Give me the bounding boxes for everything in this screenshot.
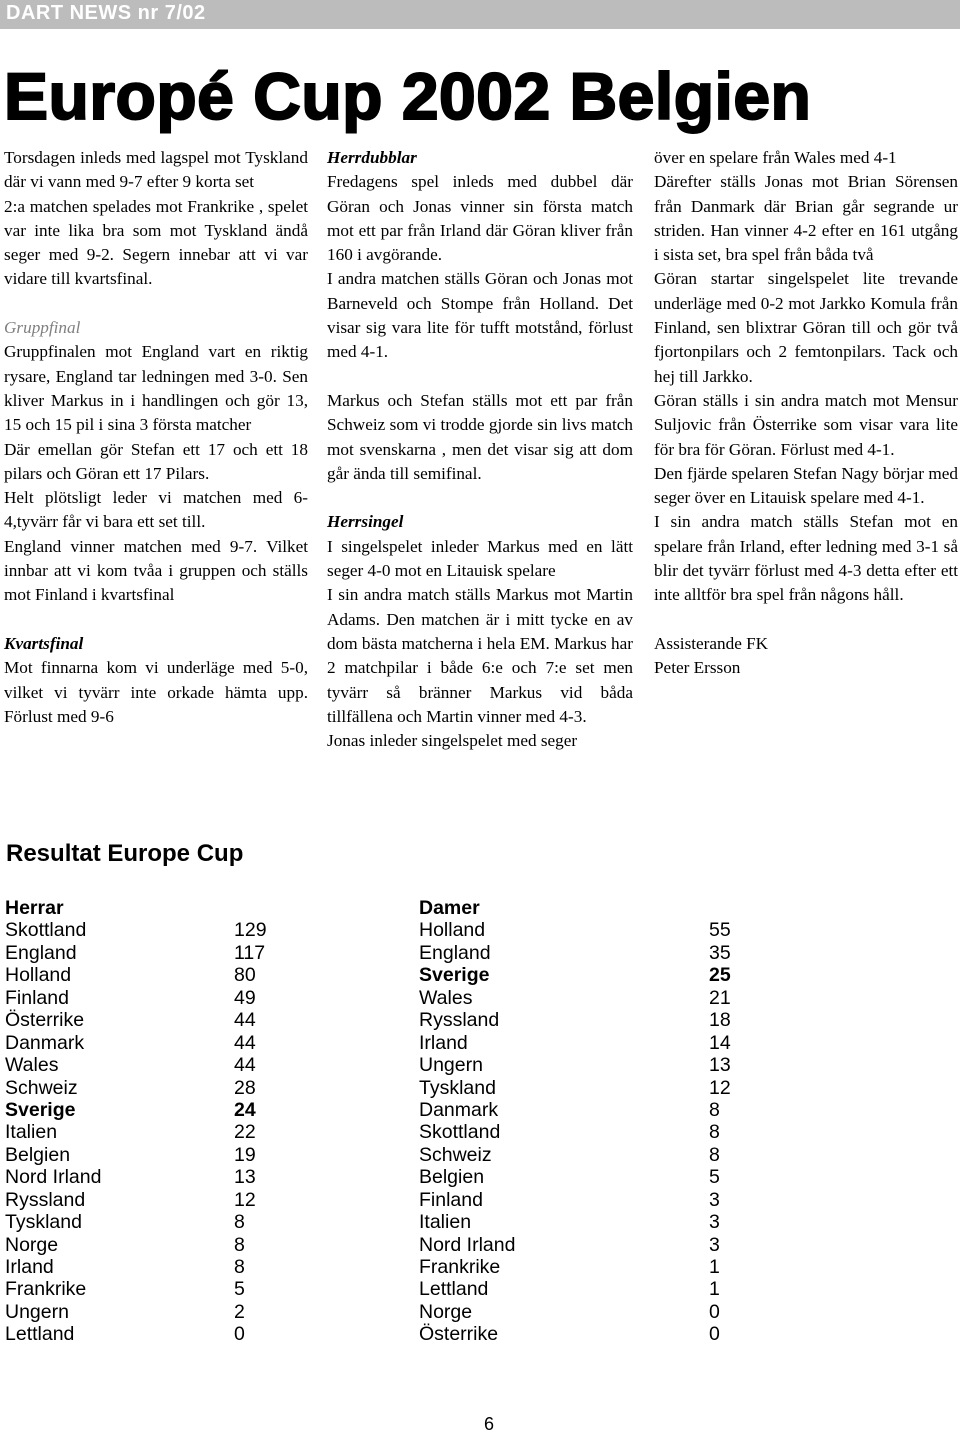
score-value: 49 <box>234 986 256 1009</box>
country-name: Ungern <box>5 1300 69 1323</box>
country-name: Holland <box>419 919 486 942</box>
score-value: 55 <box>709 919 731 942</box>
table-heading: Damer <box>419 897 480 919</box>
score-value: 28 <box>234 1076 256 1099</box>
score-value: 18 <box>709 1009 731 1032</box>
table-row <box>419 1278 739 1300</box>
table-row <box>5 919 305 941</box>
table-row <box>419 1121 739 1143</box>
score-value: 3 <box>709 1233 720 1256</box>
paragraph: I sin andra match ställs Markus mot Martin Adams. Den matchen är i mitt tycke en av dom bästa matcherna i hela EM. Markus har 2 matchpilar i både 6:e och 7:e set men tyvärr så bränner Markus vid båda tillfällena och Martin vinner med 4-3. <box>327 585 633 726</box>
country-name: Holland <box>5 964 72 987</box>
paragraph: Fredagens spel inleds med dubbel där Göran och Jonas vinner sin första match mot ett par från Irland där Göran kliver från 160 i avgörande. <box>327 172 633 265</box>
score-value: 129 <box>234 919 267 942</box>
country-name: Ungern <box>419 1054 483 1077</box>
table-row <box>5 1301 305 1323</box>
table-row <box>5 1032 305 1054</box>
score-value: 0 <box>709 1300 720 1323</box>
country-name: Lettland <box>5 1323 75 1346</box>
paragraph: Helt plötsligt leder vi matchen med 6-4,tyvärr får vi bara ett set till. <box>4 488 308 532</box>
country-name: Schweiz <box>419 1143 492 1166</box>
table-row <box>5 1121 305 1143</box>
country-name: Tyskland <box>419 1076 496 1099</box>
score-value: 8 <box>234 1211 245 1234</box>
score-value: 44 <box>234 1054 256 1077</box>
score-value: 3 <box>709 1211 720 1234</box>
article-column-3 <box>654 146 958 681</box>
table-row <box>419 1009 739 1031</box>
paragraph: England vinner matchen med 9-7. Vilket innbar att vi kom tvåa i gruppen och ställs mot Finland i kvartsfinal <box>4 536 308 605</box>
paragraph-spacer <box>4 292 308 316</box>
table-row <box>5 1099 305 1121</box>
score-value: 13 <box>709 1054 731 1077</box>
paragraph: I andra matchen ställs Göran och Jonas mot Barneveld och Stompe från Holland. Det visar sig vara lite för tufft motstånd, förlust med 4-1. <box>327 269 633 362</box>
table-row <box>5 964 305 986</box>
score-value: 21 <box>709 986 731 1009</box>
paragraph: över en spelare från Wales med 4-1 <box>654 148 897 167</box>
table-row <box>419 1211 739 1233</box>
country-name: Wales <box>5 1054 59 1077</box>
paragraph: 2:a matchen spelades mot Frankrike , spelet var inte lika bra som mot Tyskland ändå seger med 9-2. Segern innebar att vi var vidare till kvartsfinal. <box>4 196 308 289</box>
paragraph: Den fjärde spelaren Stefan Nagy börjar med seger över en Litauisk spelare med 4-1. <box>654 463 958 508</box>
score-value: 25 <box>709 964 731 987</box>
paragraph: I sin andra match ställs Stefan mot en spelare från Irland, efter ledning med 3-1 så blir det tyvärr förlust med 4-3 detta efter ett inte alltför bra spel från någons håll. <box>654 512 958 605</box>
table-row <box>419 942 739 964</box>
paragraph: Därefter ställs Jonas mot Brian Sörensen från Danmark där Brian går segrande ur striden. Han vinner 4-2 efter en 161 utgång i sista set, bra spel från båda två <box>654 172 958 265</box>
score-value: 1 <box>709 1256 720 1278</box>
table-row <box>5 1211 305 1233</box>
country-name: Lettland <box>419 1278 489 1301</box>
section-heading: Kvartsfinal <box>4 633 84 653</box>
table-row <box>5 1278 305 1300</box>
score-value: 8 <box>709 1098 720 1121</box>
table-row <box>5 1077 305 1099</box>
score-value: 1 <box>709 1278 720 1301</box>
score-value: 44 <box>234 1031 256 1054</box>
table-row <box>419 1323 739 1345</box>
score-value: 8 <box>234 1233 245 1256</box>
table-row <box>419 1256 739 1278</box>
newsletter-label: DART NEWS nr 7/02 <box>6 2 206 24</box>
paragraph-spacer <box>654 608 958 632</box>
country-name: Skottland <box>5 919 87 942</box>
country-name: Belgien <box>419 1166 485 1189</box>
score-value: 5 <box>234 1278 245 1301</box>
paragraph: Peter Ersson <box>654 658 741 678</box>
table-row <box>419 1189 739 1211</box>
table-row <box>419 987 739 1009</box>
country-name: Nord Irland <box>419 1233 516 1256</box>
country-name: Norge <box>5 1233 59 1256</box>
score-value: 8 <box>709 1121 720 1144</box>
score-value: 117 <box>234 941 266 964</box>
table-row <box>5 1054 305 1076</box>
score-value: 14 <box>709 1031 731 1054</box>
country-name: Norge <box>419 1300 473 1323</box>
paragraph: Mot finnarna kom vi underläge med 5-0, vilket vi tyvärr inte orkade hämta upp. Förlust med 9-6 <box>4 658 308 726</box>
country-name: Wales <box>419 986 473 1009</box>
table-row <box>419 1144 739 1166</box>
table-row <box>5 1234 305 1256</box>
score-value: 35 <box>709 941 731 964</box>
score-value: 8 <box>709 1143 720 1166</box>
paragraph: Jonas inleder singelspelet med seger <box>327 731 578 751</box>
table-row <box>5 1009 305 1031</box>
country-name: Sverige <box>419 964 490 987</box>
article-column-2 <box>327 146 633 753</box>
results-table-herrar <box>5 897 305 1346</box>
country-name: Frankrike <box>419 1256 501 1278</box>
country-name: Nord Irland <box>5 1166 102 1189</box>
score-value: 44 <box>234 1009 256 1032</box>
score-value: 8 <box>234 1256 245 1278</box>
table-row <box>419 1032 739 1054</box>
country-name: Frankrike <box>5 1278 87 1301</box>
section-heading: Herrsingel <box>327 512 404 532</box>
country-name: Irland <box>419 1031 468 1054</box>
article-column-1 <box>4 146 308 729</box>
paragraph: Markus och Stefan ställs mot ett par från Schweiz som vi trodde gjorde sin livs match mot svenskarna , men det visar sig att dom går ända till semifinal. <box>327 390 633 483</box>
country-name: Österrike <box>5 1009 85 1032</box>
table-row <box>419 1301 739 1323</box>
table-row <box>5 1144 305 1166</box>
score-value: 80 <box>234 964 256 987</box>
paragraph-spacer <box>327 486 633 510</box>
table-row <box>419 1166 739 1188</box>
page-number: 6 <box>484 1414 495 1434</box>
country-name: Italien <box>419 1211 472 1234</box>
score-value: 19 <box>234 1143 256 1166</box>
score-value: 12 <box>709 1076 731 1099</box>
paragraph: I singelspelet inleder Markus med en lätt seger 4-0 mot en Litauisk spelare <box>327 536 633 581</box>
score-value: 13 <box>234 1166 256 1189</box>
paragraph-spacer <box>327 365 633 389</box>
paragraph: Gruppfinalen mot England vart en riktig rysare, England tar ledningen med 3-0. Sen kliver Markus in i handlingen och gör 13, 15 och 15 pil i sina 3 första matcher <box>4 342 308 435</box>
score-value: 24 <box>234 1098 256 1121</box>
country-name: Tyskland <box>5 1211 82 1234</box>
table-row <box>5 1166 305 1188</box>
table-row <box>5 942 305 964</box>
country-name: Danmark <box>5 1031 85 1054</box>
table-row <box>419 1077 739 1099</box>
article-title: Europé Cup 2002 Belgien <box>4 59 812 133</box>
table-row <box>5 987 305 1009</box>
score-value: 0 <box>709 1323 720 1346</box>
results-table-damer <box>419 897 739 1346</box>
country-name: Irland <box>5 1256 54 1278</box>
paragraph: Assisterande FK <box>654 633 769 653</box>
score-value: 12 <box>234 1188 256 1211</box>
country-name: Skottland <box>419 1121 501 1144</box>
country-name: Finland <box>5 986 69 1009</box>
country-name: Österrike <box>419 1323 499 1346</box>
section-heading: Herrdubblar <box>327 148 417 167</box>
section-heading: Gruppfinal <box>4 318 81 338</box>
table-row <box>5 1189 305 1211</box>
paragraph-spacer <box>4 608 308 632</box>
score-value: 2 <box>234 1300 245 1323</box>
results-title: Resultat Europe Cup <box>6 840 244 867</box>
country-name: England <box>419 941 491 964</box>
country-name: Belgien <box>5 1143 71 1166</box>
table-rows <box>5 919 305 1345</box>
header-bar <box>0 0 960 29</box>
country-name: Ryssland <box>5 1188 86 1211</box>
paragraph: Där emellan gör Stefan ett 17 och ett 18 pilars och Göran ett 17 Pilars. <box>4 439 308 483</box>
paragraph: Torsdagen inleds med lagspel mot Tyskland där vi vann med 9-7 efter 9 korta set <box>4 148 308 192</box>
country-name: England <box>5 941 77 964</box>
paragraph: Göran startar singelspelet lite trevande underläge med 0-2 mot Jarkko Komula från Finland, sen blixtrar Göran till och gör två fjortonpilars och 2 femtonpilars. Tack och hej till Jarkko. <box>654 269 958 386</box>
table-row <box>419 1099 739 1121</box>
country-name: Italien <box>5 1121 58 1144</box>
paragraph: Göran ställs i sin andra match mot Mensur Suljovic från Österrike som visar vara lite för bra för Göran. Förlust med 4-1. <box>654 390 958 459</box>
score-value: 5 <box>709 1166 720 1189</box>
score-value: 0 <box>234 1323 245 1346</box>
score-value: 22 <box>234 1121 256 1144</box>
country-name: Danmark <box>419 1098 499 1121</box>
table-row <box>419 1234 739 1256</box>
table-rows <box>419 919 739 1345</box>
country-name: Finland <box>419 1188 483 1211</box>
table-heading: Herrar <box>5 897 64 919</box>
table-row <box>419 1054 739 1076</box>
country-name: Sverige <box>5 1098 76 1121</box>
table-row <box>5 1256 305 1278</box>
table-row <box>419 919 739 941</box>
country-name: Ryssland <box>419 1009 500 1032</box>
table-row <box>5 1323 305 1345</box>
table-row <box>419 964 739 986</box>
score-value: 3 <box>709 1188 720 1211</box>
country-name: Schweiz <box>5 1076 78 1099</box>
